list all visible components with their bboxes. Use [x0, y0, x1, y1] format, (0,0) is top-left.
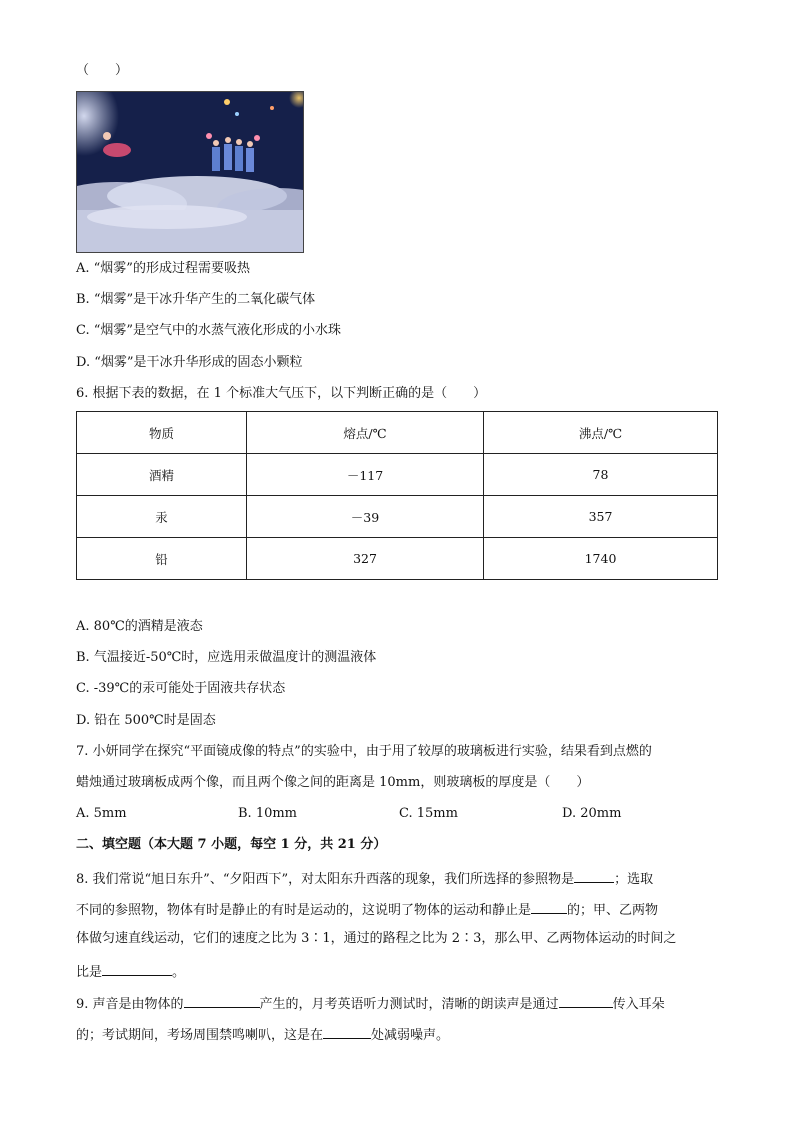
table-cell: －39	[247, 496, 484, 538]
q7-option-a: A. 5mm	[76, 806, 127, 821]
q8-line3: 体做匀速直线运动，它们的速度之比为 3∶1，通过的路程之比为 2∶3，那么甲、乙两物体运动的时间之	[76, 931, 677, 946]
table-cell: 357	[484, 496, 718, 538]
q7-stem-line1: 7. 小妍同学在探究“平面镜成像的特点”的实验中，由于用了较厚的玻璃板进行实验，结果看到点燃的	[76, 744, 652, 759]
table-cell: 铅	[77, 538, 247, 580]
table-header-row	[77, 412, 718, 454]
table-header: 熔点/℃	[247, 412, 484, 454]
table-header: 沸点/℃	[484, 412, 718, 454]
q9-text: 传入耳朵	[612, 997, 665, 1012]
q7-option-d: D. 20mm	[562, 806, 622, 821]
answer-blank[interactable]	[574, 868, 614, 883]
q9-line1	[76, 993, 665, 1014]
q6-option-a: A. 80℃的酒精是液态	[76, 619, 203, 634]
table-row	[77, 496, 718, 538]
table-cell: 1740	[484, 538, 718, 580]
q8-line2	[76, 899, 658, 920]
q5-option-b: B. “烟雾”是干冰升华产生的二氧化碳气体	[76, 292, 316, 307]
table-row	[77, 454, 718, 496]
q7-option-b: B. 10mm	[238, 806, 298, 821]
q6-stem: 6. 根据下表的数据，在 1 个标准大气压下，以下判断正确的是（ ）	[76, 386, 487, 401]
q8-line4	[76, 961, 185, 982]
section-title: 二、填空题（本大题 7 小题，每空 1 分，共 21 分）	[76, 837, 387, 852]
table-row	[77, 538, 718, 580]
q8-text: 。	[172, 965, 186, 980]
q7-stem-line2: 蜡烛通过玻璃板成两个像，而且两个像之间的距离是 10mm，则玻璃板的厚度是（ ）	[76, 775, 590, 790]
q9-line2	[76, 1024, 449, 1045]
stage-photo	[76, 91, 304, 253]
q5-option-a: A. “烟雾”的形成过程需要吸热	[76, 261, 250, 276]
q5-answer-paren: （ ）	[76, 63, 129, 78]
table-cell: 327	[247, 538, 484, 580]
table-cell: 酒精	[77, 454, 247, 496]
q7-options	[76, 805, 716, 823]
melting-boiling-table	[76, 411, 718, 580]
q6-option-c: C. -39℃的汞可能处于固液共存状态	[76, 681, 286, 696]
answer-blank[interactable]	[323, 1024, 371, 1039]
q8-text: 不同的参照物，物体有时是静止的有时是运动的，这说明了物体的运动和静止是	[76, 903, 532, 918]
answer-blank[interactable]	[531, 899, 567, 914]
q9-text: 产生的，月考英语听力测试时，清晰的朗读声是通过	[259, 997, 559, 1012]
table-cell: 汞	[77, 496, 247, 538]
answer-blank[interactable]	[102, 961, 172, 976]
q8-line1	[76, 868, 653, 889]
answer-blank[interactable]	[184, 993, 260, 1008]
q8-text: 8. 我们常说“旭日东升”、“夕阳西下”，对太阳东升西落的现象，我们所选择的参照物是	[76, 872, 575, 887]
q8-text: 比是	[76, 965, 103, 980]
q8-text: ；选取	[614, 872, 654, 887]
q9-text: 处减弱噪声。	[371, 1028, 450, 1043]
table-cell: 78	[484, 454, 718, 496]
q5-option-d: D. “烟雾”是干冰升华形成的固态小颗粒	[76, 355, 303, 370]
q6-option-b: B. 气温接近-50℃时，应选用汞做温度计的测温液体	[76, 650, 377, 665]
table-cell: －117	[247, 454, 484, 496]
q5-option-c: C. “烟雾”是空气中的水蒸气液化形成的小水珠	[76, 323, 342, 338]
q7-option-c: C. 15mm	[399, 806, 458, 821]
q9-text: 9. 声音是由物体的	[76, 997, 184, 1012]
q6-option-d: D. 铅在 500℃时是固态	[76, 713, 216, 728]
q8-text: 的；甲、乙两物	[567, 903, 659, 918]
answer-blank[interactable]	[559, 993, 613, 1008]
q9-text: 的；考试期间，考场周围禁鸣喇叭，这是在	[76, 1028, 324, 1043]
table-header: 物质	[77, 412, 247, 454]
